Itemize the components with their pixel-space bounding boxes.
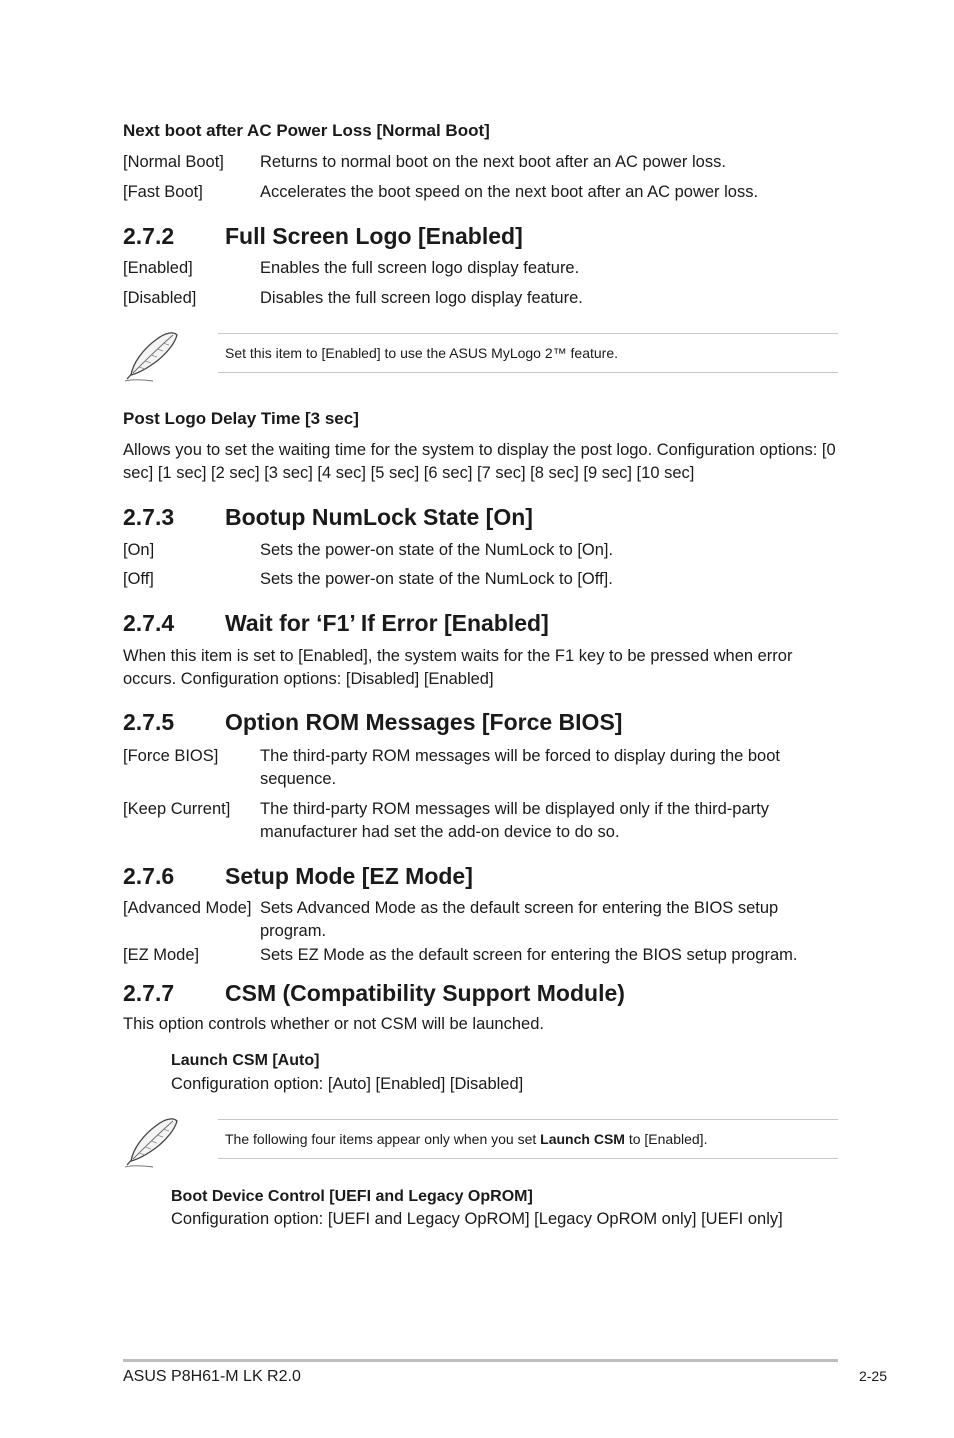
option-key: [Disabled]	[123, 289, 197, 307]
section-number: 2.7.6	[123, 863, 175, 889]
section-number: 2.7.3	[123, 504, 175, 530]
post-logo-heading: Post Logo Delay Time [3 sec]	[123, 409, 359, 428]
section-title: Option ROM Messages [Force BIOS]	[225, 709, 623, 735]
section-number: 2.7.7	[123, 980, 175, 1006]
option-desc: Sets Advanced Mode as the default screen for entering the BIOS setup program.	[260, 899, 779, 940]
option-key: [Enabled]	[123, 259, 193, 277]
section-title: CSM (Compatibility Support Module)	[225, 980, 625, 1006]
section-heading	[123, 979, 625, 1007]
option-key: [Off]	[123, 570, 154, 588]
option-desc: Sets EZ Mode as the default screen for entering the BIOS setup program.	[260, 946, 798, 964]
section-heading	[123, 609, 549, 637]
note-rule	[218, 333, 838, 373]
boot-device-heading: Boot Device Control [UEFI and Legacy OpROM]	[171, 1188, 533, 1205]
footer-divider	[123, 1359, 838, 1362]
option-desc: Sets the power-on state of the NumLock to [On].	[260, 541, 614, 559]
option-key: [Fast Boot]	[123, 183, 203, 201]
section-text: When this item is set to [Enabled], the system waits for the F1 key to be pressed when error occurs. Configuration options: [Disabled] [Enabled]	[123, 647, 793, 688]
page-number: 2-25	[858, 1368, 887, 1384]
option-key: [Advanced Mode]	[123, 899, 252, 917]
section-number: 2.7.5	[123, 709, 175, 735]
section-title: Bootup NumLock State [On]	[225, 504, 533, 530]
option-key: [On]	[123, 541, 155, 559]
option-desc: Accelerates the boot speed on the next boot after an AC power loss.	[260, 183, 759, 201]
section-heading	[123, 222, 523, 250]
note-text-pre: The following four items appear only when you set	[225, 1131, 541, 1147]
section-heading	[123, 503, 533, 531]
section-number: 2.7.4	[123, 610, 175, 636]
option-key: [EZ Mode]	[123, 946, 200, 964]
section-title: Full Screen Logo [Enabled]	[225, 223, 523, 249]
section-heading	[123, 708, 622, 736]
footer-model: ASUS P8H61-M LK R2.0	[123, 1368, 301, 1385]
option-desc: The third-party ROM messages will be forced to display during the boot sequence.	[260, 747, 780, 788]
option-key: [Force BIOS]	[123, 747, 219, 765]
option-desc: The third-party ROM messages will be displayed only if the third-party manufacturer had set the add-on device to do so.	[260, 800, 769, 841]
note-box	[123, 1109, 838, 1173]
feather-pen-icon	[123, 1109, 179, 1169]
note-text: Set this item to [Enabled] to use the ASUS MyLogo 2™ feature.	[225, 345, 618, 361]
post-logo-text: Allows you to set the waiting time for the system to display the post logo. Configuration options: [0 sec] [1 sec] [2 sec] [3 sec] [4 sec] [5 sec] [6 sec] [7 sec] [8 sec] [9 sec] [10 sec]	[123, 441, 836, 482]
feather-pen-icon	[123, 323, 179, 383]
note-box	[123, 323, 838, 387]
section-title: Setup Mode [EZ Mode]	[225, 863, 473, 889]
ac-power-heading: Next boot after AC Power Loss [Normal Boot]	[123, 121, 490, 140]
launch-csm-heading: Launch CSM [Auto]	[171, 1052, 320, 1069]
note-text-bold: Launch CSM	[540, 1131, 625, 1147]
option-desc: Enables the full screen logo display feature.	[260, 259, 580, 277]
note-text	[225, 1131, 707, 1148]
option-desc: Sets the power-on state of the NumLock to [Off].	[260, 570, 613, 588]
option-desc: Returns to normal boot on the next boot after an AC power loss.	[260, 153, 726, 171]
launch-csm-text: Configuration option: [Auto] [Enabled] [Disabled]	[171, 1075, 524, 1093]
section-heading	[123, 862, 473, 890]
section-number: 2.7.2	[123, 223, 175, 249]
option-key: [Normal Boot]	[123, 153, 224, 171]
option-desc: Disables the full screen logo display feature.	[260, 289, 583, 307]
boot-device-text: Configuration option: [UEFI and Legacy OpROM] [Legacy OpROM only] [UEFI only]	[171, 1210, 783, 1228]
section-title: Wait for ‘F1’ If Error [Enabled]	[225, 610, 549, 636]
note-text-post: to [Enabled].	[624, 1131, 708, 1147]
option-key: [Keep Current]	[123, 800, 231, 818]
note-rule	[218, 1119, 838, 1159]
section-text: This option controls whether or not CSM will be launched.	[123, 1015, 544, 1033]
